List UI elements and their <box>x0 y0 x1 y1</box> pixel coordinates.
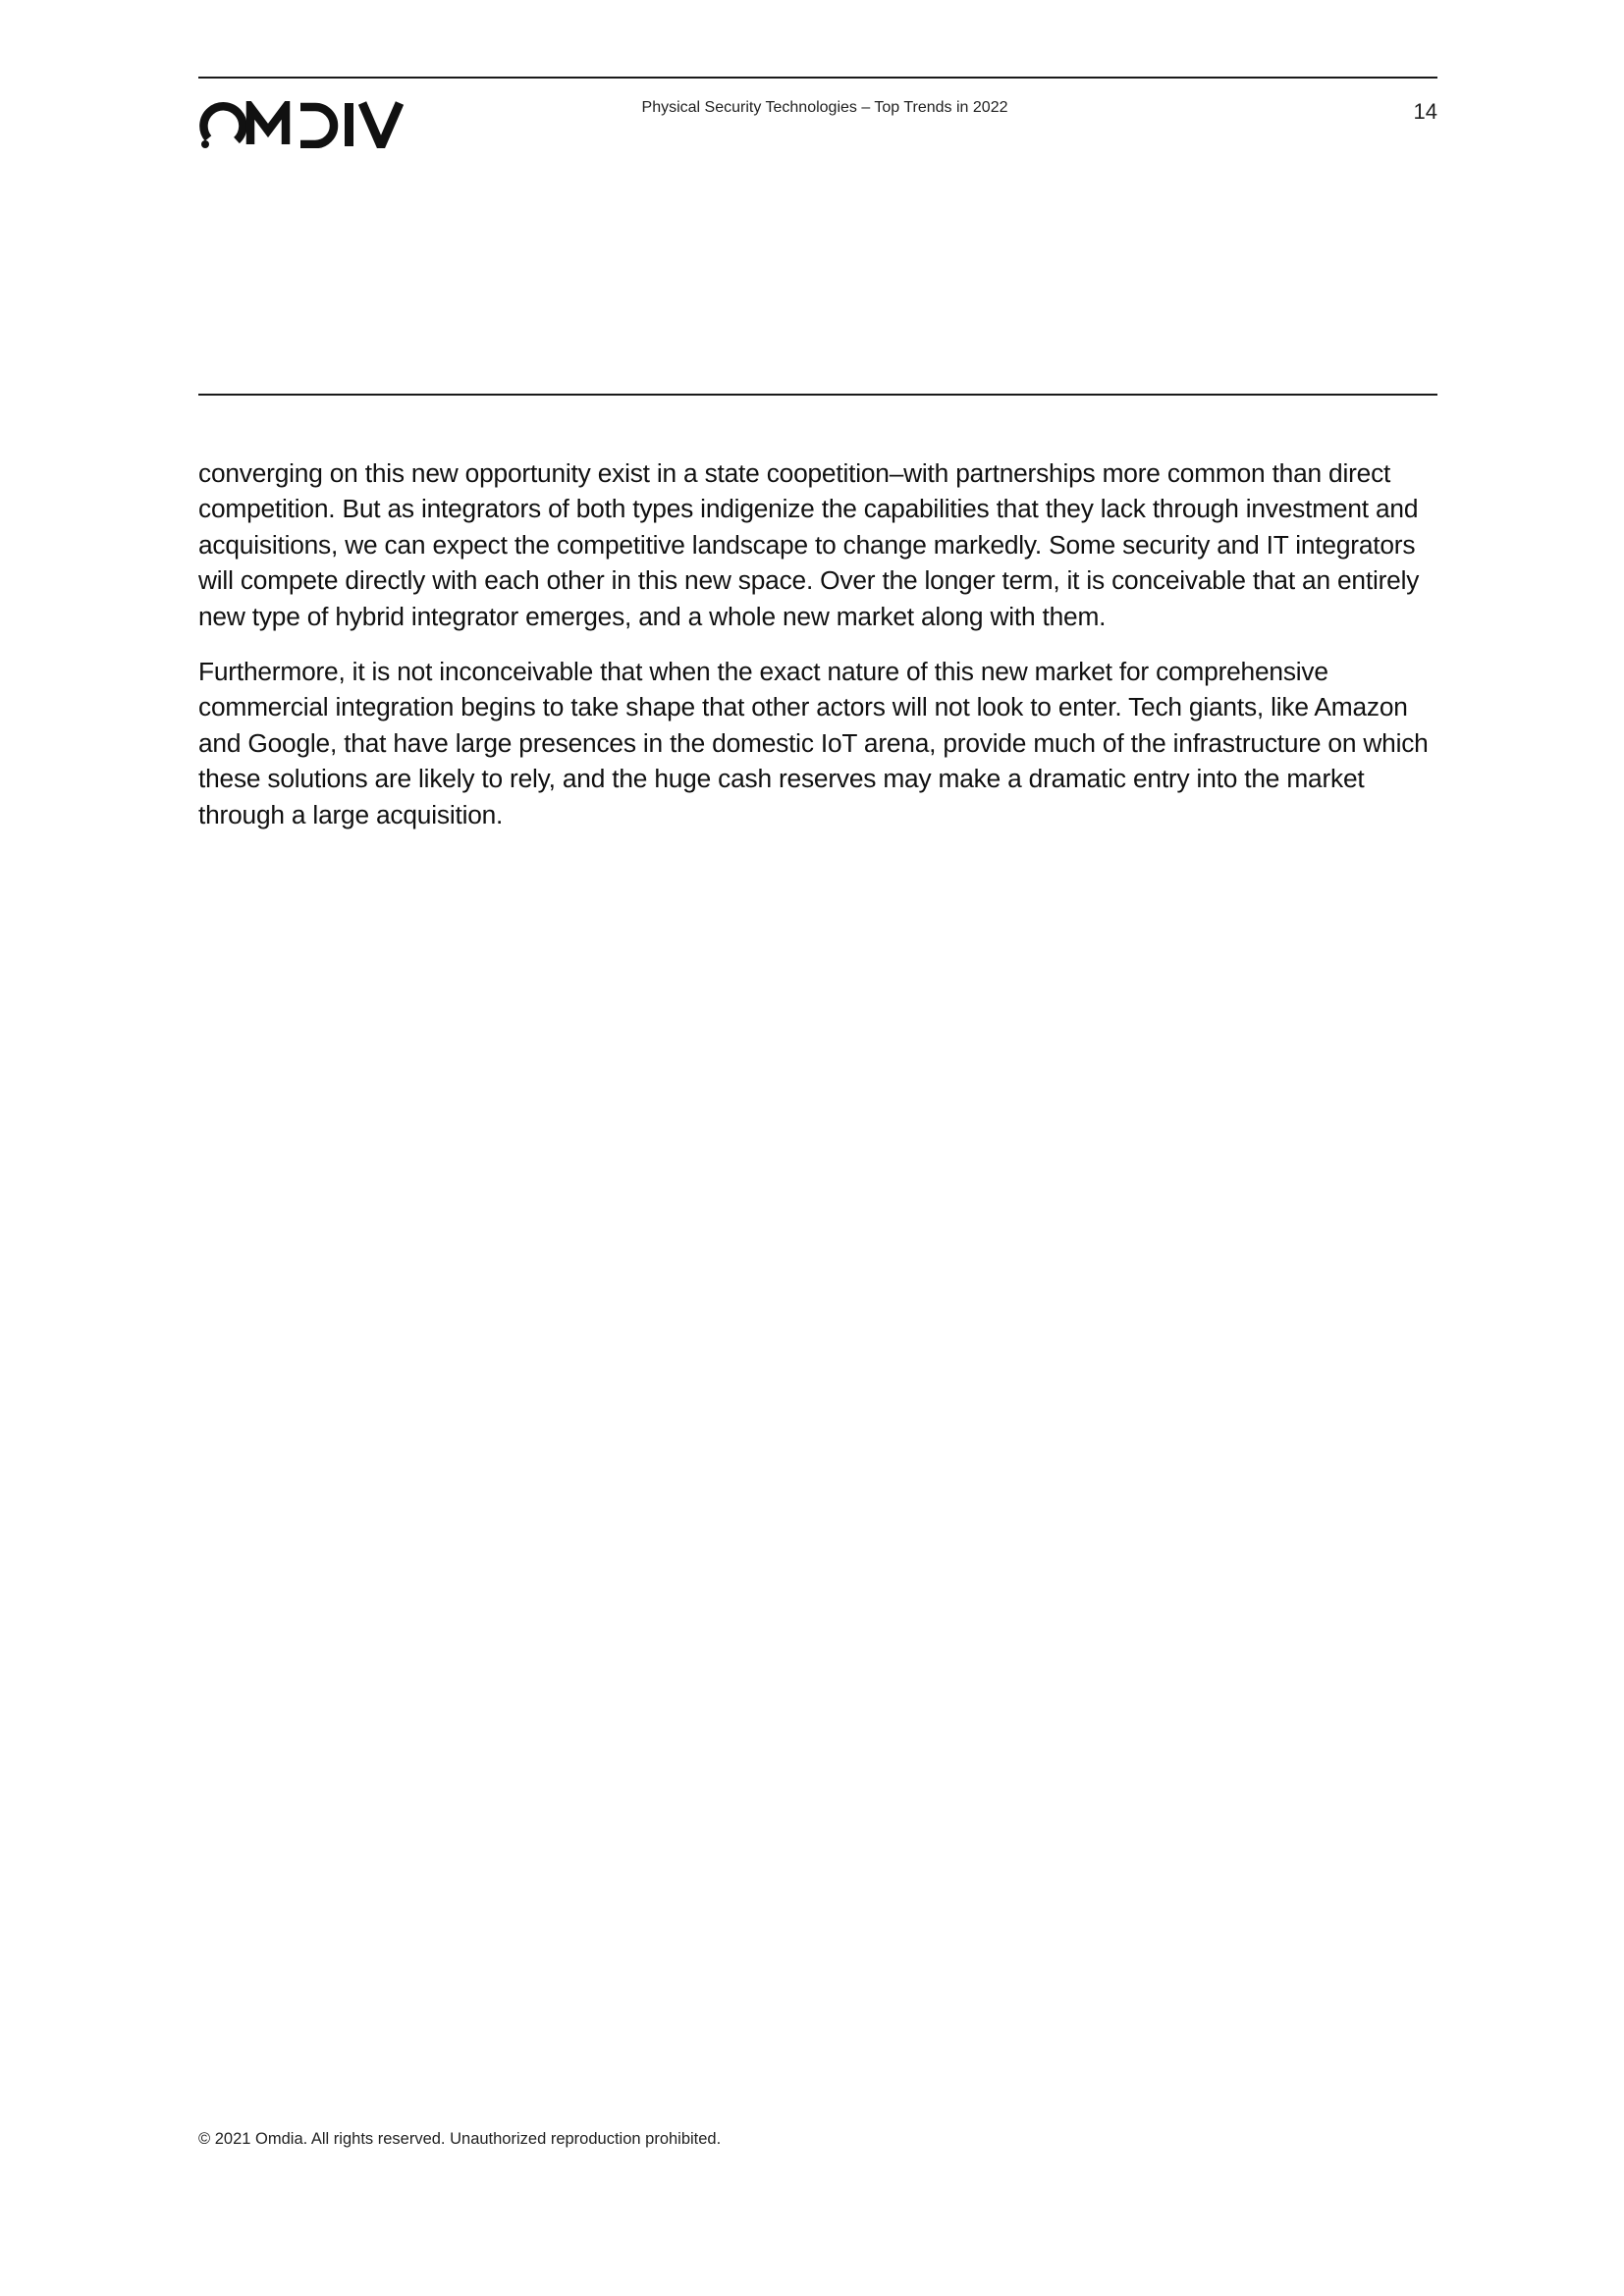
omdia-logo <box>199 101 419 148</box>
paragraph-1: converging on this new opportunity exist in a state coopetition–with partnerships more common than direct competition. But as integrators of both types indigenize the capabilities that they lack through investment and acquisitions, we can expect the competitive landscape to change markedly. Some security and IT integrators will compete directly with each other in this new space. Over the longer term, it is conceivable that an entirely new type of hybrid integrator emerges, and a whole new market along with them. <box>198 458 1420 631</box>
omdia-logo-icon <box>199 101 419 148</box>
header-top-rule <box>198 77 1437 79</box>
footer-copyright: © 2021 Omdia. All rights reserved. Unauthorized reproduction prohibited. <box>198 2130 722 2148</box>
paragraph-2: Furthermore, it is not inconceivable that when the exact nature of this new market for comprehensive commercial integration begins to take shape that other actors will not look to enter. Tech giants, like Amazon and Google, that have large presences in the domestic IoT arena, provide much of the infrastructure on which these solutions are likely to rely, and the huge cash reserves may make a dramatic entry into the market through a large acquisition. <box>198 657 1429 829</box>
document-header-title: Physical Security Technologies – Top Trends in 2022 <box>641 99 1008 116</box>
body-text <box>198 455 1437 852</box>
header-bottom-rule <box>198 394 1437 396</box>
page-number: 14 <box>1413 99 1437 124</box>
